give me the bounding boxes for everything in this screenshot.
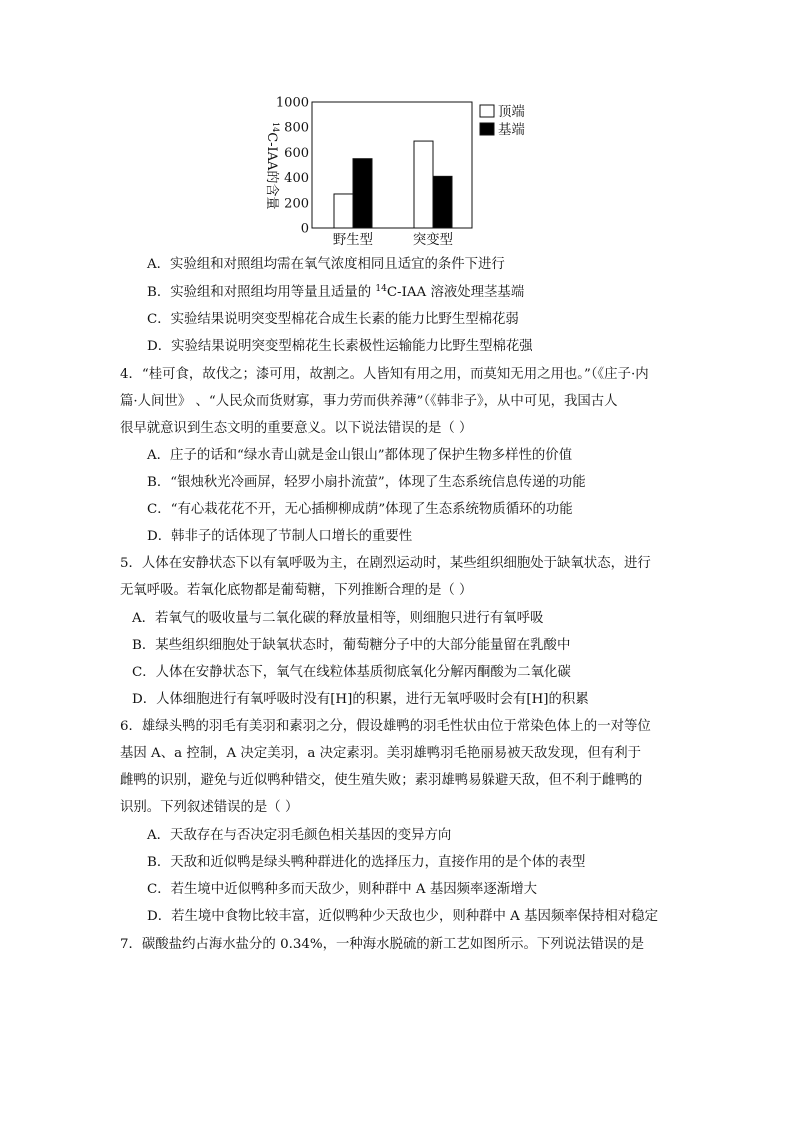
- y-axis-label: [264, 122, 280, 209]
- q6-stem-line2: 基因 A、a 控制，A 决定美羽，a 决定素羽。美羽雄鸭羽毛艳丽易被天敌发现，但有利于: [120, 746, 642, 761]
- q4-stem-line2: 篇·人间世》 、“人民众而货财寡，事力劳而供养薄”（《韩非子》，从中可见，我国古人: [120, 394, 618, 409]
- bar-chart: [262, 90, 562, 250]
- bars: [334, 141, 452, 228]
- q6-stem-line3: 雌鸭的识别，避免与近似鸭种错交，使生殖失败；素羽雄鸭易躲避天敌，但不利于雌鸭的: [120, 773, 643, 788]
- q5-option-a: A．若氧气的吸收量与二氧化碳的释放量相等，则细胞只进行有氧呼吸: [132, 611, 544, 626]
- x-category-labels: [333, 231, 453, 248]
- legend-label-top: 顶端: [498, 105, 525, 120]
- q5-option-c: C．人体在安静状态下，氧气在线粒体基质彻底氧化分解丙酮酸为二氧化碳: [132, 665, 571, 680]
- bar-top-0: [334, 194, 353, 228]
- q6-stem-line4: 识别。下列叙述错误的是（ ）: [120, 800, 299, 815]
- legend: [480, 103, 525, 138]
- q3-option-b-sup: 14: [375, 284, 387, 294]
- q4-option-a: A．庄子的话和“绿水青山就是金山银山”都体现了保护生物多样性的价值: [147, 448, 573, 463]
- y-axis-label-text: C-IAA的含量: [264, 132, 279, 210]
- y-axis-label-sup: 14: [271, 122, 280, 133]
- y-tick-label: 1000: [275, 95, 309, 111]
- q4-stem-line1: 4．“桂可食，故伐之；漆可用，故割之。人皆知有用之用，而莫知无用之用也。”（《庄子·内: [120, 367, 649, 382]
- y-tick-label: 200: [284, 196, 309, 212]
- q5-stem-line1: 5．人体在安静状态下以有氧呼吸为主，在剧烈运动时，某些组织细胞处于缺氧状态，进行: [120, 556, 651, 571]
- q3-option-b-pre: B．实验组和对照组均用等量且适量的: [147, 285, 376, 300]
- bar-base-1: [433, 176, 452, 228]
- q4-stem-line3: 很早就意识到生态文明的重要意义。以下说法错误的是（ ）: [120, 421, 473, 436]
- q5-option-d: D．人体细胞进行有氧呼吸时没有[H]的积累，进行无氧呼吸时会有[H]的积累: [132, 692, 589, 707]
- q4-option-d: D．韩非子的话体现了节制人口增长的重要性: [147, 529, 413, 544]
- q6-option-a: A．天敌存在与否决定羽毛颜色相关基因的变异方向: [147, 828, 452, 843]
- y-tick-label: 600: [284, 145, 309, 161]
- q3-option-b-post: C-IAA 溶液处理茎基端: [386, 285, 525, 300]
- q3-option-a: A．实验组和对照组均需在氧气浓度相同且适宜的条件下进行: [147, 257, 505, 272]
- x-category-label: 野生型: [332, 233, 374, 248]
- y-tick-label: 400: [284, 171, 309, 187]
- y-tick-labels: [276, 96, 309, 237]
- q4-option-c: C．“有心栽花花不开，无心插柳柳成荫”体现了生态系统物质循环的功能: [147, 502, 573, 517]
- x-category-label: 突变型: [412, 233, 454, 248]
- legend-swatch-base: [480, 123, 494, 135]
- q6-stem-line1: 6．雄绿头鸭的羽毛有美羽和素羽之分，假设雄鸭的羽毛性状由位于常染色体上的一对等位: [120, 719, 651, 734]
- q5-option-b: B．某些组织细胞处于缺氧状态时，葡萄糖分子中的大部分能量留在乳酸中: [132, 638, 571, 653]
- q4-option-b: B．“银烛秋光冷画屏，轻罗小扇扑流萤”，体现了生态系统信息传递的功能: [147, 475, 586, 490]
- q6-option-c: C．若生境中近似鸭种多而天敌少，则种群中 A 基因频率逐渐增大: [147, 882, 537, 897]
- q3-option-d: D．实验结果说明突变型棉花生长素极性运输能力比野生型棉花强: [147, 339, 533, 354]
- q5-stem-line2: 无氧呼吸。若氧化底物都是葡萄糖，下列推断合理的是（ ）: [120, 583, 473, 598]
- legend-label-base: 基端: [498, 123, 525, 138]
- bar-top-1: [414, 141, 433, 228]
- y-tick-label: 800: [284, 120, 309, 136]
- q3-option-b: [147, 283, 524, 303]
- bar-base-0: [353, 159, 372, 228]
- q3-option-c: C．实验结果说明突变型棉花合成生长素的能力比野生型棉花弱: [147, 312, 519, 327]
- q6-option-d: D．若生境中食物比较丰富，近似鸭种少天敌也少，则种群中 A 基因频率保持相对稳定: [147, 909, 658, 924]
- y-tick-label: 0: [300, 221, 309, 237]
- q7-stem-line1: 7．碳酸盐约占海水盐分的 0.34%，一种海水脱硫的新工艺如图所示。下列说法错误的是: [120, 937, 644, 952]
- q6-option-b: B．天敌和近似鸭是绿头鸭种群进化的选择压力，直接作用的是个体的表型: [147, 855, 586, 870]
- legend-swatch-top: [480, 105, 494, 117]
